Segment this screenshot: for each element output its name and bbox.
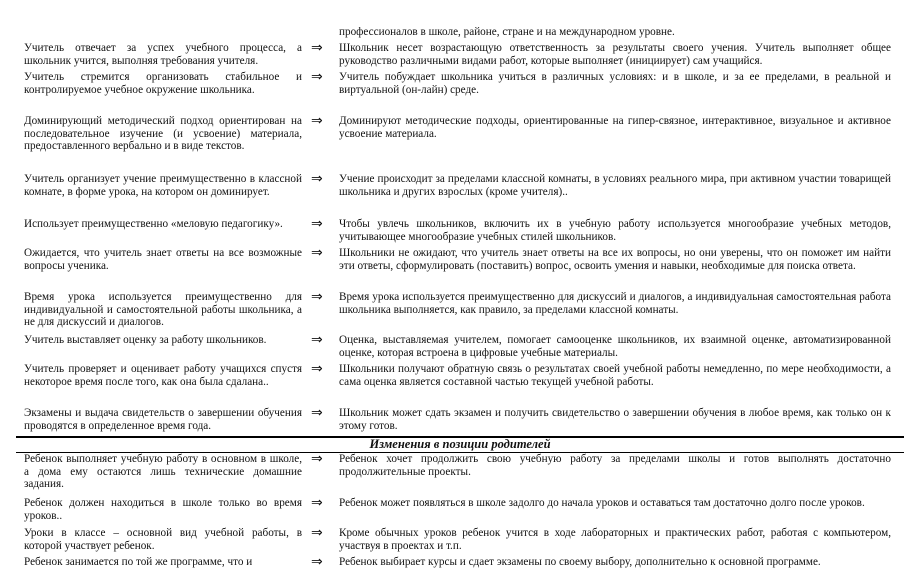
new-approach: Ребенок выбирает курсы и сдает экзамены по своему выбору, дополнительно к основной программе. [339,556,821,568]
arrow-right-icon: ⇒ [311,332,323,348]
arrow-right-icon: ⇒ [311,495,323,511]
section-title: Изменения в позиции родителей [369,437,551,451]
arrow-right-icon: ⇒ [311,289,323,305]
new-approach: Ребенок может появляться в школе задолго до начала уроков и оставаться там достаточно долго после уроков. [339,497,865,509]
old-approach: Ребенок занимается по той же программе, что и [24,556,253,568]
arrow-right-icon: ⇒ [311,451,323,467]
arrow-right-icon: ⇒ [311,361,323,377]
arrow-right-icon: ⇒ [311,69,323,85]
arrow-right-icon: ⇒ [311,216,323,232]
new-approach: Время урока используется преимущественно для дискуссий и диалогов, а индивидуальная самостоятельная работа школьника выполняется, как правило, за пределами классной комнаты. [339,291,891,316]
new-approach: Учитель побуждает школьника учиться в различных условиях: и в школе, и за ее пределами, в реальной и виртуальной (он-лайн) среде. [339,71,891,96]
new-approach: Ребенок хочет продолжить свою учебную работу за пределами школы и готов выполнять достаточно продолжительные проекты. [339,453,891,478]
old-approach: Учитель организует учение преимущественно в классной комнате, в форме урока, на котором он доминирует. [24,173,302,198]
section-header [16,436,904,453]
new-approach: Оценка, выставляемая учителем, помогает самооценке школьников, их взаимной оценке, автоматизированной оценке, которая встроена в цифровые учебные материалы. [339,334,891,359]
old-approach: Учитель отвечает за успех учебного процесса, а школьник учится, выполняя требования учителя. [24,42,302,67]
arrow-right-icon: ⇒ [311,40,323,56]
old-approach: Доминирующий методический подход ориентирован на последовательное изучение (и усвоение) материала, предоставленного вербально и в виде текстов. [24,115,302,152]
arrow-right-icon: ⇒ [311,245,323,261]
new-approach: Школьник несет возрастающую ответственность за результаты своего учения. Учитель выполняет общее руководство различными видами работ, которые выполняет (инициирует) сам учащийся. [339,42,891,67]
arrow-right-icon: ⇒ [311,405,323,421]
arrow-right-icon: ⇒ [311,113,323,129]
new-approach: Учение происходит за пределами классной комнаты, в условиях реального мира, при активном участии товарищей школьника и других взрослых (кроме учителя).. [339,173,891,198]
intro-line: профессионалов в школе, районе, стране и на международном уровне. [339,26,675,38]
new-approach: Школьники не ожидают, что учитель знает ответы на все их вопросы, но они уверены, что он поможет им найти эти ответы, сформулировать (поставить) вопрос, освоить умения и навыки, необходимые для поиска ответа. [339,247,891,272]
new-approach: Кроме обычных уроков ребенок учится в ходе лабораторных и практических работ, работая с компьютером, участвуя в проектах и т.п. [339,527,891,552]
new-approach: Школьник может сдать экзамен и получить свидетельство о завершении обучения в любое время, как только он к этому готов. [339,407,891,432]
new-approach: Доминируют методические подходы, ориентированные на гипер-связное, интерактивное, визуальное и активное усвоение материала. [339,115,891,140]
old-approach: Ребенок выполняет учебную работу в основном в школе, а дома ему остаются лишь технические домашние задания. [24,453,302,490]
arrow-right-icon: ⇒ [311,554,323,570]
old-approach: Учитель выставляет оценку за работу школьников. [24,334,267,346]
old-approach: Ребенок должен находиться в школе только во время уроков.. [24,497,302,522]
old-approach: Время урока используется преимущественно для индивидуальной и самостоятельной работы школьника, а не для дискуссий и диалогов. [24,291,302,328]
old-approach: Учитель проверяет и оценивает работу учащихся спустя некоторое время после того, как она была сдалана.. [24,363,302,388]
new-approach: Школьники получают обратную связь о результатах своей учебной работы немедленно, по мере необходимости, а сама оценка является составной частью текущей учебной работы. [339,363,891,388]
arrow-right-icon: ⇒ [311,525,323,541]
arrow-right-icon: ⇒ [311,171,323,187]
old-approach: Экзамены и выдача свидетельств о завершении обучения проводятся в определенное время года. [24,407,302,432]
old-approach: Ожидается, что учитель знает ответы на все возможные вопросы ученика. [24,247,302,272]
old-approach: Использует преимущественно «меловую педагогику». [24,218,283,230]
old-approach: Уроки в классе – основной вид учебной работы, в которой участвует ребенок. [24,527,302,552]
new-approach: Чтобы увлечь школьников, включить их в учебную работу используется многообразие учебных методов, учитывающее многообразие учебных стилей школьников. [339,218,891,243]
old-approach: Учитель стремится организовать стабильное и контролируемое учебное окружение школьника. [24,71,302,96]
